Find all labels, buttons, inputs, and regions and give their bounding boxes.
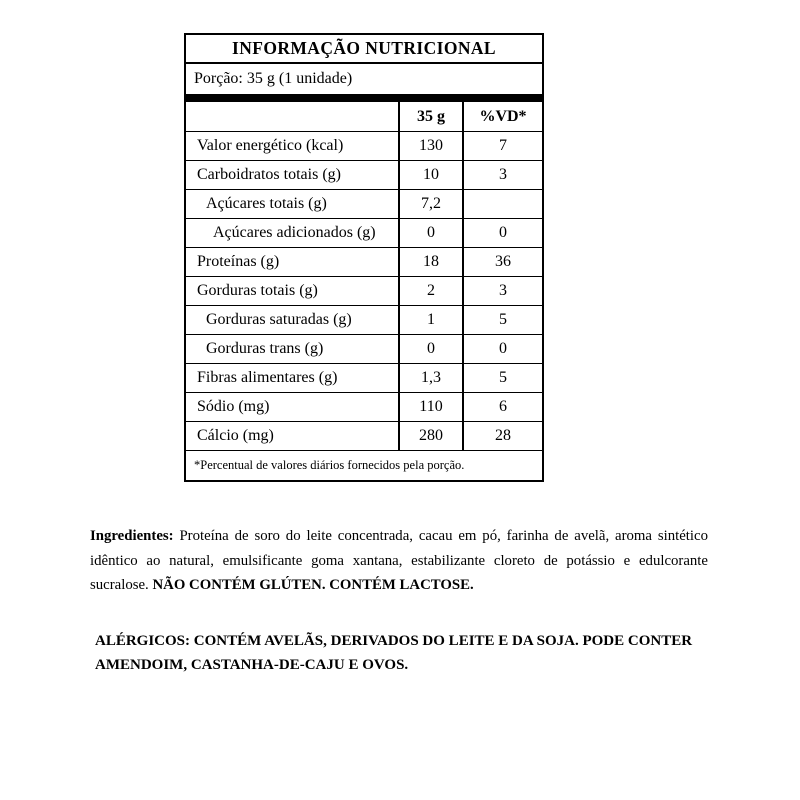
ingredients-line-3 [90,573,708,598]
table-row [186,132,542,161]
table-row [186,422,542,451]
row-dv: 36 [462,248,542,276]
row-dv: 0 [462,335,542,363]
row-label: Gorduras trans (g) [206,340,324,357]
header-blank-cell [186,102,398,131]
row-amount: 2 [398,277,462,305]
row-dv: 3 [462,277,542,305]
table-row [186,393,542,422]
table-row [186,306,542,335]
serving-size: Porção: 35 g (1 unidade) [194,70,353,87]
row-amount: 280 [398,422,462,450]
row-amount: 110 [398,393,462,421]
row-amount: 7,2 [398,190,462,218]
row-amount: 130 [398,132,462,160]
table-title: INFORMAÇÃO NUTRICIONAL [186,35,542,64]
row-label: Cálcio (mg) [197,427,274,444]
ingredients-text: sucralose. [90,577,153,593]
row-label: Sódio (mg) [197,398,270,415]
row-amount: 0 [398,219,462,247]
ingredients-line-1 [90,524,708,549]
table-row [186,190,542,219]
table-header-row [186,102,542,132]
row-amount: 1,3 [398,364,462,392]
row-dv: 6 [462,393,542,421]
gluten-lactose-statement: NÃO CONTÉM GLÚTEN. CONTÉM LACTOSE. [152,577,474,593]
row-amount: 1 [398,306,462,334]
table-row [186,248,542,277]
thick-divider-bar [186,94,542,102]
ingredients-label: Ingredientes: [90,528,174,544]
row-dv: 5 [462,306,542,334]
table-row [186,161,542,190]
row-label: Carboidratos totais (g) [197,166,341,183]
row-label: Valor energético (kcal) [197,137,344,154]
row-label: Açúcares totais (g) [206,195,327,212]
table-row [186,219,542,248]
allergens-line-1: ALÉRGICOS: CONTÉM AVELÃS, DERIVADOS DO LEITE E DA SOJA. PODE CONTER [95,633,693,649]
table-row [186,277,542,306]
row-label: Fibras alimentares (g) [197,369,338,386]
table-row [186,364,542,393]
row-label: Proteínas (g) [197,253,280,270]
ingredients-text: Proteína de soro do leite concentrada, cacau em pó, farinha de avelã, aroma sintético [173,528,708,544]
row-dv [462,190,542,218]
row-dv: 0 [462,219,542,247]
allergens-paragraph [95,629,735,677]
header-dv: %VD* [462,102,542,131]
table-row [186,335,542,364]
row-dv: 28 [462,422,542,450]
row-label: Açúcares adicionados (g) [213,224,376,241]
row-label: Gorduras saturadas (g) [206,311,352,328]
row-dv: 7 [462,132,542,160]
nutrition-facts-table [184,33,544,482]
row-dv: 5 [462,364,542,392]
row-amount: 10 [398,161,462,189]
daily-value-footnote: *Percentual de valores diários fornecidos pela porção. [194,458,465,472]
header-amount: 35 g [398,102,462,131]
ingredients-paragraph [90,524,708,598]
row-dv: 3 [462,161,542,189]
ingredients-text: idêntico ao natural, emulsificante goma xantana, estabilizante cloreto de potássio e edulcorante [90,552,708,569]
row-amount: 0 [398,335,462,363]
row-label: Gorduras totais (g) [197,282,318,299]
ingredients-line-2 [90,549,708,574]
allergens-line-2: AMENDOIM, CASTANHA-DE-CAJU E OVOS. [95,657,409,673]
row-amount: 18 [398,248,462,276]
